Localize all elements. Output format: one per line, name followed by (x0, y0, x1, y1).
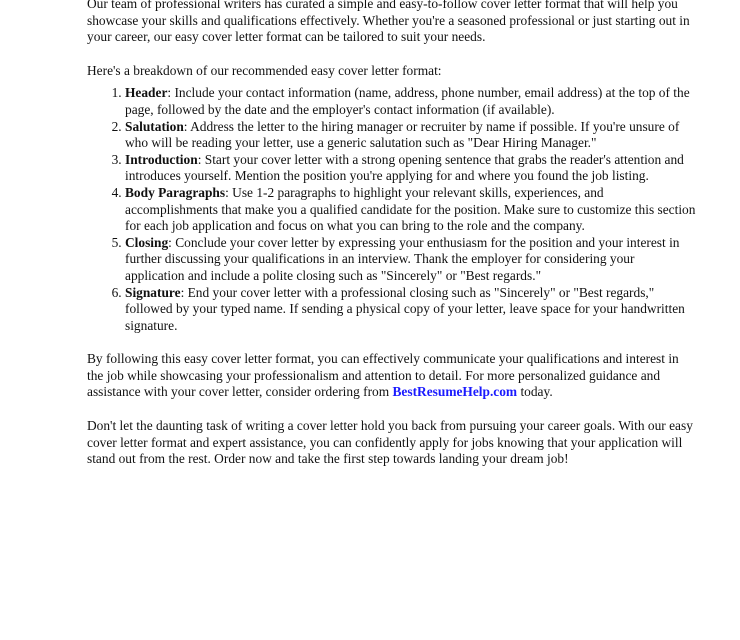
intro-paragraph: Our team of professional writers has curated a simple and easy-to-follow cover letter format that will help you showcase your skills and qualifications effectively. Whether you're a seasoned professional or just starting out in your career, our easy cover letter format can be tailored to suit your needs. (87, 0, 690, 45)
step-text: : Start your cover letter with a strong opening sentence that grabs the reader's attention and introduces yourself. Mention the position you're applying for and where you found the job listing. (125, 151, 684, 184)
follow-text: By following this easy cover letter format, you can effectively communicate your qualifications and interest in the job while showcasing your professionalism and attention to detail. For more personalized guidance and assistance with your cover letter, consider ordering from (87, 351, 679, 400)
step-signature (125, 285, 697, 335)
step-text: : Use 1-2 paragraphs to highlight your relevant skills, experiences, and accomplishments that make you a qualified candidate for the position. Make sure to customize this section for each job application and focus on what you can bring to the role and the company. (125, 184, 696, 234)
step-body-paragraphs (125, 185, 697, 235)
step-text: : Conclude your cover letter by expressing your enthusiasm for the position and your interest in further discussing your qualifications in an interview. Thank the employer for considering your application and include a polite closing such as "Sincerely" or "Best regards." (125, 234, 680, 283)
best-resume-help-link[interactable]: BestResumeHelp.com (392, 384, 518, 400)
step-closing (125, 235, 697, 285)
step-text: : Include your contact information (name, address, phone number, email address) at the top of the page, followed by the date and the employer's contact information (if available). (125, 85, 690, 117)
follow-paragraph (87, 351, 697, 401)
step-title: Closing (125, 234, 169, 250)
step-title: Signature (125, 284, 181, 300)
step-header (125, 85, 697, 118)
document-page (87, 0, 697, 468)
breakdown-intro: Here's a breakdown of our recommended easy cover letter format: (87, 62, 442, 78)
step-title: Header (125, 85, 168, 101)
closing-paragraph: Don't let the daunting task of writing a cover letter hold you back from pursuing your career goals. With our easy cover letter format and expert assistance, you can confidently apply for jobs knowing that your application will stand out from the rest. Order now and take the first step towards landing your dream job! (87, 418, 693, 467)
step-introduction (125, 152, 697, 185)
follow-text-end: today. (517, 384, 553, 400)
step-title: Introduction (125, 151, 198, 167)
step-text: : Address the letter to the hiring manager or recruiter by name if possible. If you're unsure of who will be reading your letter, use a generic salutation such as "Dear Hiring Manager." (125, 118, 680, 151)
step-salutation (125, 119, 697, 152)
step-title: Body Paragraphs (125, 184, 226, 200)
step-title: Salutation (125, 118, 184, 134)
step-text: : End your cover letter with a professional closing such as "Sincerely" or "Best regards," followed by your typed name. If sending a physical copy of your letter, leave space for your handwritten signature. (125, 284, 685, 333)
format-steps-list (87, 85, 697, 334)
